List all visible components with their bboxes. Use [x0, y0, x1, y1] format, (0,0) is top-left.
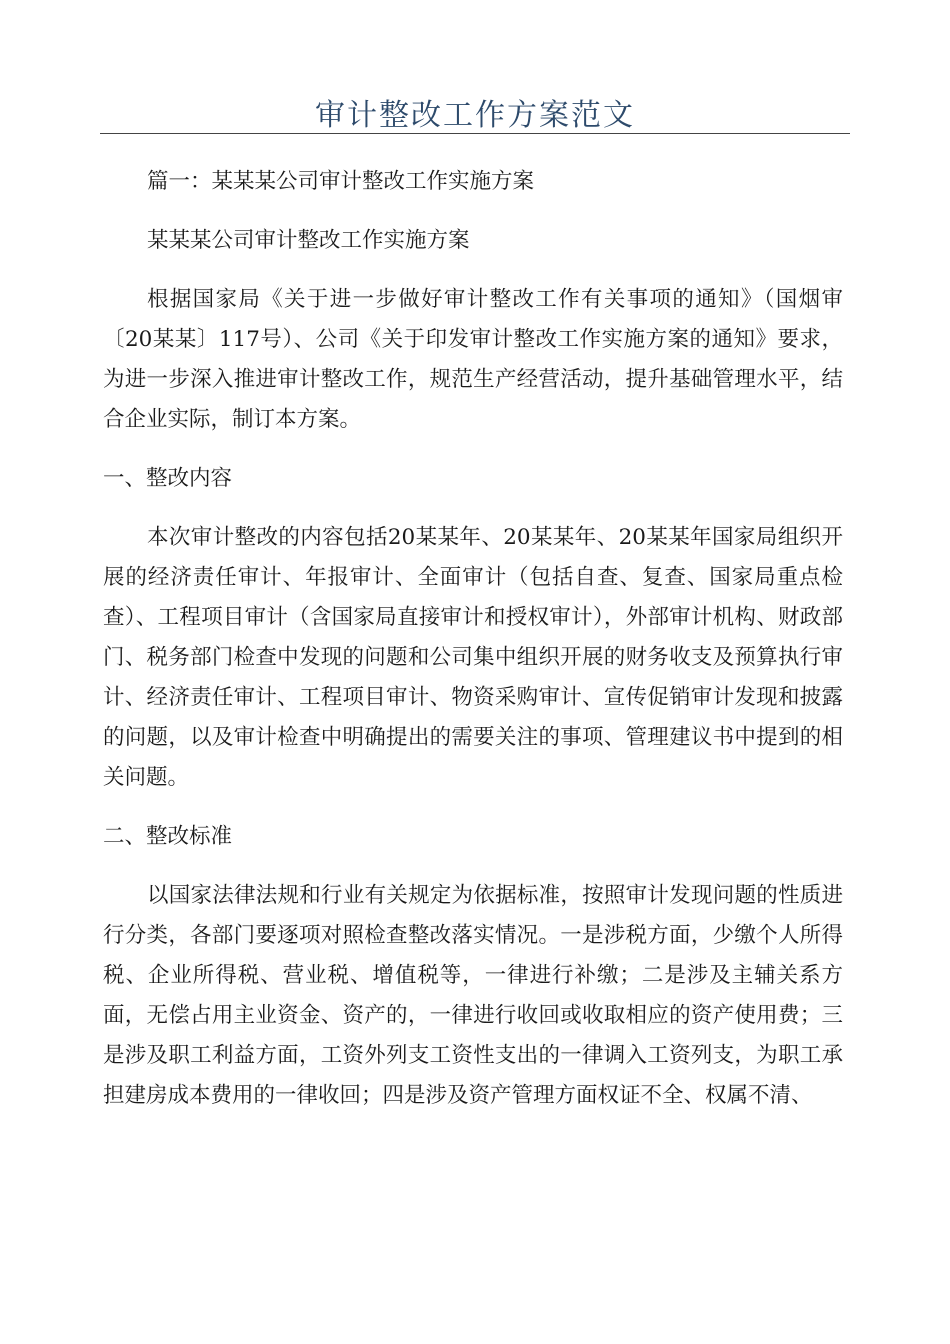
standard-paragraph: 以国家法律法规和行业有关规定为依据标准，按照审计发现问题的性质进行分类，各部门要逐项对照检查整改落实情况。一是涉税方面，少缴个人所得税、企业所得税、营业税、增值税等，一律进行补缴；二是涉及主辅关系方面，无偿占用主业资金、资产的，一律进行收回或收取相应的资产使用费；三是涉及职工利益方面，工资外列支工资性支出的一律调入工资列支，为职工承担建房成本费用的一律收回；四是涉及资产管理方面权证不全、权属不清、	[103, 883, 843, 1108]
title-underline	[100, 133, 850, 134]
document-title: 审计整改工作方案范文	[315, 98, 635, 133]
section-subtitle: 篇一：某某某公司审计整改工作实施方案	[147, 169, 535, 194]
intro-paragraph: 根据国家局《关于进一步做好审计整改工作有关事项的通知》（国烟审〔20某某〕117号）、公司《关于印发审计整改工作实施方案的通知》要求，为进一步深入推进审计整改工作，规范生产经营活动，提升基础管理水平，结合企业实际，制订本方案。	[103, 287, 843, 432]
section-heading-standard: 二、整改标准	[103, 824, 233, 849]
section-heading-content: 一、整改内容	[103, 466, 233, 491]
content-paragraph: 本次审计整改的内容包括20某某年、20某某年、20某某年国家局组织开展的经济责任审计、年报审计、全面审计（包括自查、复查、国家局重点检查）、工程项目审计（含国家局直接审计和授权审计），外部审计机构、财政部门、税务部门检查中发现的问题和公司集中组织开展的财务收支及预算执行审计、经济责任审计、工程项目审计、物资采购审计、宣传促销审计发现和披露的问题，以及审计检查中明确提出的需要关注的事项、管理建议书中提到的相关问题。	[103, 525, 843, 790]
plan-name: 某某某公司审计整改工作实施方案	[147, 228, 470, 253]
document-body	[103, 162, 843, 1135]
